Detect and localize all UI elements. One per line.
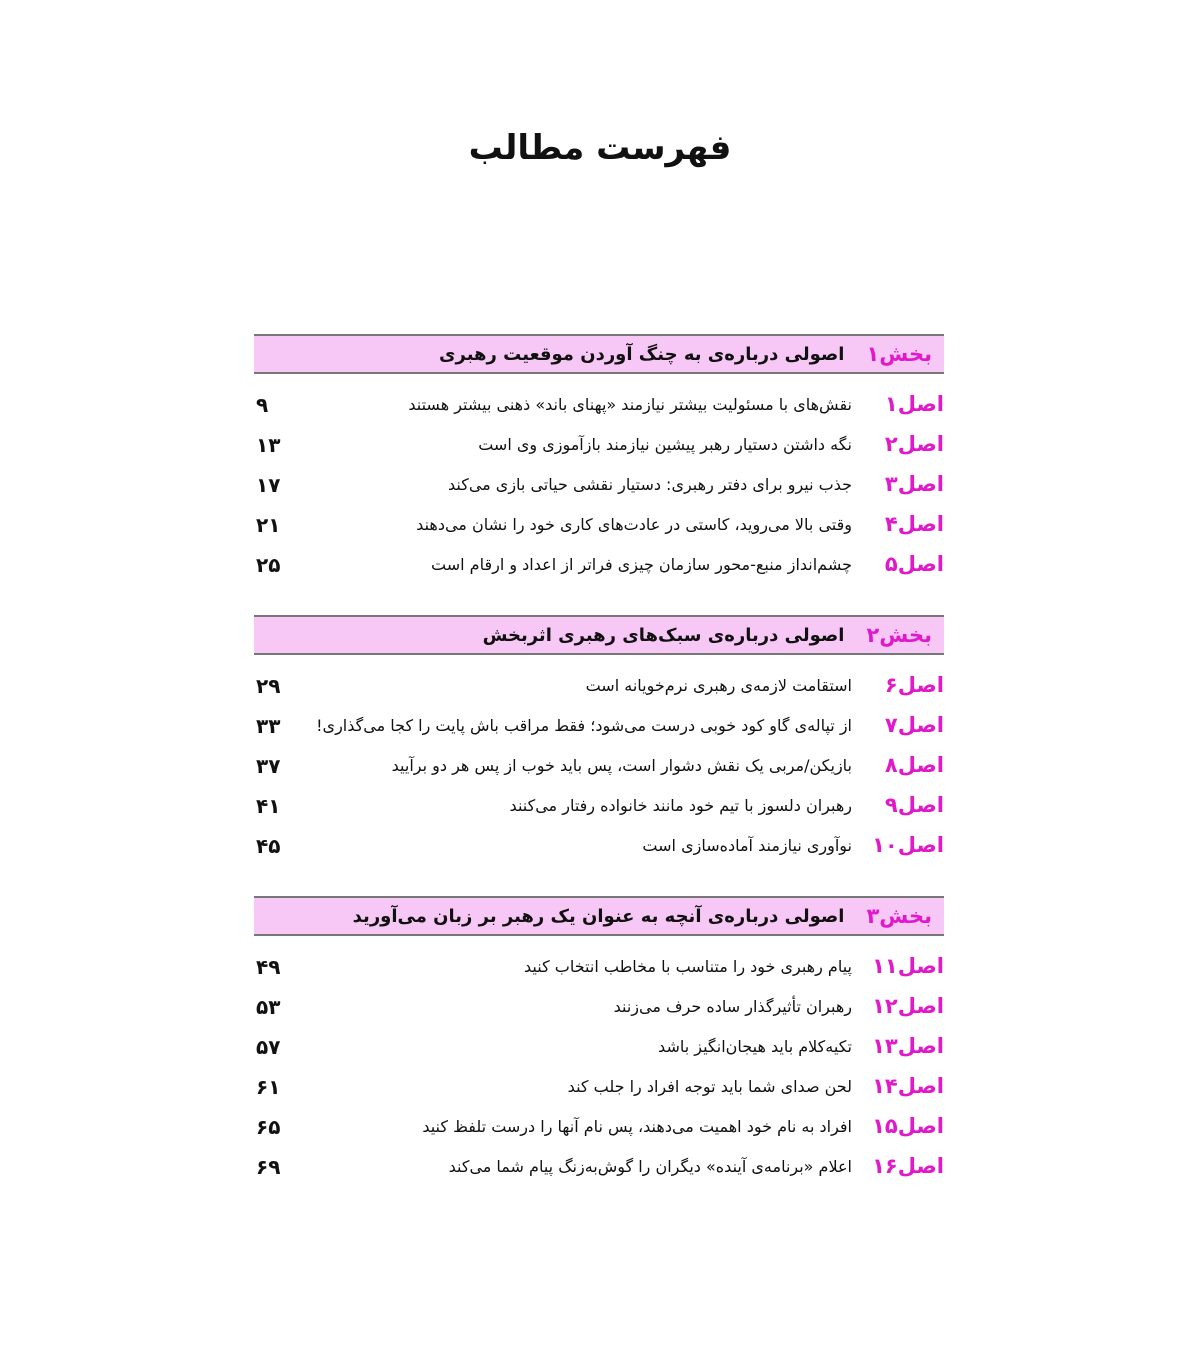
- principle-label: اصل۲: [884, 432, 944, 456]
- page-number: ۳۳: [256, 714, 281, 738]
- section-header: [254, 334, 944, 374]
- toc-row[interactable]: [254, 827, 944, 867]
- principle-title: لحن صدای شما باید توجه افراد را جلب کند: [567, 1077, 852, 1096]
- toc-row[interactable]: [254, 747, 944, 787]
- page-number: ۱۷: [256, 473, 281, 497]
- toc-row[interactable]: [254, 1068, 944, 1108]
- principle-label: اصل۱۱: [872, 954, 944, 978]
- section-label: بخش۱: [866, 342, 932, 366]
- page-number: ۵۷: [256, 1035, 281, 1059]
- toc-row[interactable]: [254, 546, 944, 586]
- principle-title: پیام رهبری خود را متناسب با مخاطب انتخاب کنید: [524, 957, 852, 976]
- section-1: [254, 334, 944, 586]
- principle-label: اصل۴: [884, 512, 944, 536]
- section-3: [254, 896, 944, 1188]
- principle-label: اصل۱۳: [872, 1034, 944, 1058]
- principle-label: اصل۱۲: [872, 994, 944, 1018]
- section-label: بخش۲: [866, 623, 932, 647]
- principle-title: استقامت لازمه‌ی رهبری نرم‌خویانه است: [585, 676, 852, 695]
- principle-title: جذب نیرو برای دفتر رهبری: دستیار نقشی حیاتی بازی می‌کند: [447, 475, 852, 494]
- page-number: ۲۹: [256, 674, 281, 698]
- principle-title: تکیه‌کلام باید هیجان‌انگیز باشد: [658, 1037, 852, 1056]
- principle-label: اصل۱۴: [872, 1074, 944, 1098]
- toc-row[interactable]: [254, 787, 944, 827]
- section-label: بخش۳: [866, 904, 932, 928]
- principle-label: اصل۱: [884, 392, 944, 416]
- page-number: ۴۱: [256, 794, 281, 818]
- principle-title: چشم‌انداز منبع-محور سازمان چیزی فراتر از اعداد و ارقام است: [431, 555, 852, 574]
- section-2: [254, 615, 944, 867]
- principle-label: اصل۵: [884, 552, 944, 576]
- principle-label: اصل۶: [884, 673, 944, 697]
- section-header: [254, 615, 944, 655]
- toc-row[interactable]: [254, 667, 944, 707]
- section-title: اصولی درباره‌ی آنچه به عنوان یک رهبر بر زبان می‌آورید: [352, 905, 845, 927]
- principle-title: وقتی بالا می‌روید، کاستی در عادت‌های کاری خود را نشان می‌دهند: [416, 515, 852, 534]
- page-number: ۵۳: [256, 995, 281, 1019]
- principle-label: اصل۸: [884, 753, 944, 777]
- page-number: ۲۵: [256, 553, 281, 577]
- toc-row[interactable]: [254, 466, 944, 506]
- principle-title: از تپاله‌ی گاو کود خوبی درست می‌شود؛ فقط مراقب باش پایت را کجا می‌گذاری!: [316, 716, 852, 735]
- principle-title: نقش‌های با مسئولیت بیشتر نیازمند «پهنای باند» ذهنی بیشتر هستند: [408, 395, 852, 414]
- toc-row[interactable]: [254, 1028, 944, 1068]
- toc-row[interactable]: [254, 386, 944, 426]
- page-number: ۳۷: [256, 754, 281, 778]
- principle-label: اصل۹: [884, 793, 944, 817]
- principle-label: اصل۱۰: [872, 833, 944, 857]
- principle-title: بازیکن/مربی یک نقش دشوار است، پس باید خوب از پس هر دو برآیید: [391, 756, 852, 775]
- page-number: ۶۱: [256, 1075, 281, 1099]
- toc-row[interactable]: [254, 1148, 944, 1188]
- principle-title: نوآوری نیازمند آماده‌سازی است: [642, 836, 852, 855]
- page-title: فهرست مطالب: [468, 128, 732, 168]
- principle-title: افراد به نام خود اهمیت می‌دهند، پس نام آنها را درست تلفظ کنید: [422, 1117, 852, 1136]
- toc-row[interactable]: [254, 988, 944, 1028]
- toc-row[interactable]: [254, 707, 944, 747]
- principle-title: رهبران دلسوز با تیم خود مانند خانواده رفتار می‌کنند: [509, 796, 852, 815]
- page-number: ۹: [256, 393, 269, 417]
- page-number: ۶۹: [256, 1155, 281, 1179]
- principle-title: نگه داشتن دستیار رهبر پیشین نیازمند بازآموزی وی است: [478, 435, 852, 454]
- section-title: اصولی درباره‌ی به چنگ آوردن موقعیت رهبری: [439, 343, 845, 365]
- section-title: اصولی درباره‌ی سبک‌های رهبری اثربخش: [482, 624, 845, 646]
- page-number: ۴۹: [256, 955, 281, 979]
- toc-row[interactable]: [254, 1108, 944, 1148]
- principle-title: اعلام «برنامه‌ی آینده» دیگران را گوش‌به‌زنگ پیام شما می‌کند: [448, 1157, 852, 1176]
- page-number: ۴۵: [256, 834, 281, 858]
- principle-label: اصل۱۵: [872, 1114, 944, 1138]
- principle-label: اصل۷: [884, 713, 944, 737]
- section-header: [254, 896, 944, 936]
- toc-row[interactable]: [254, 948, 944, 988]
- principle-label: اصل۳: [884, 472, 944, 496]
- page-number: ۶۵: [256, 1115, 281, 1139]
- page-number: ۱۳: [256, 433, 281, 457]
- principle-title: رهبران تأثیرگذار ساده حرف می‌زنند: [613, 997, 852, 1016]
- principle-label: اصل۱۶: [872, 1154, 944, 1178]
- page-number: ۲۱: [256, 513, 281, 537]
- toc-row[interactable]: [254, 426, 944, 466]
- toc-row[interactable]: [254, 506, 944, 546]
